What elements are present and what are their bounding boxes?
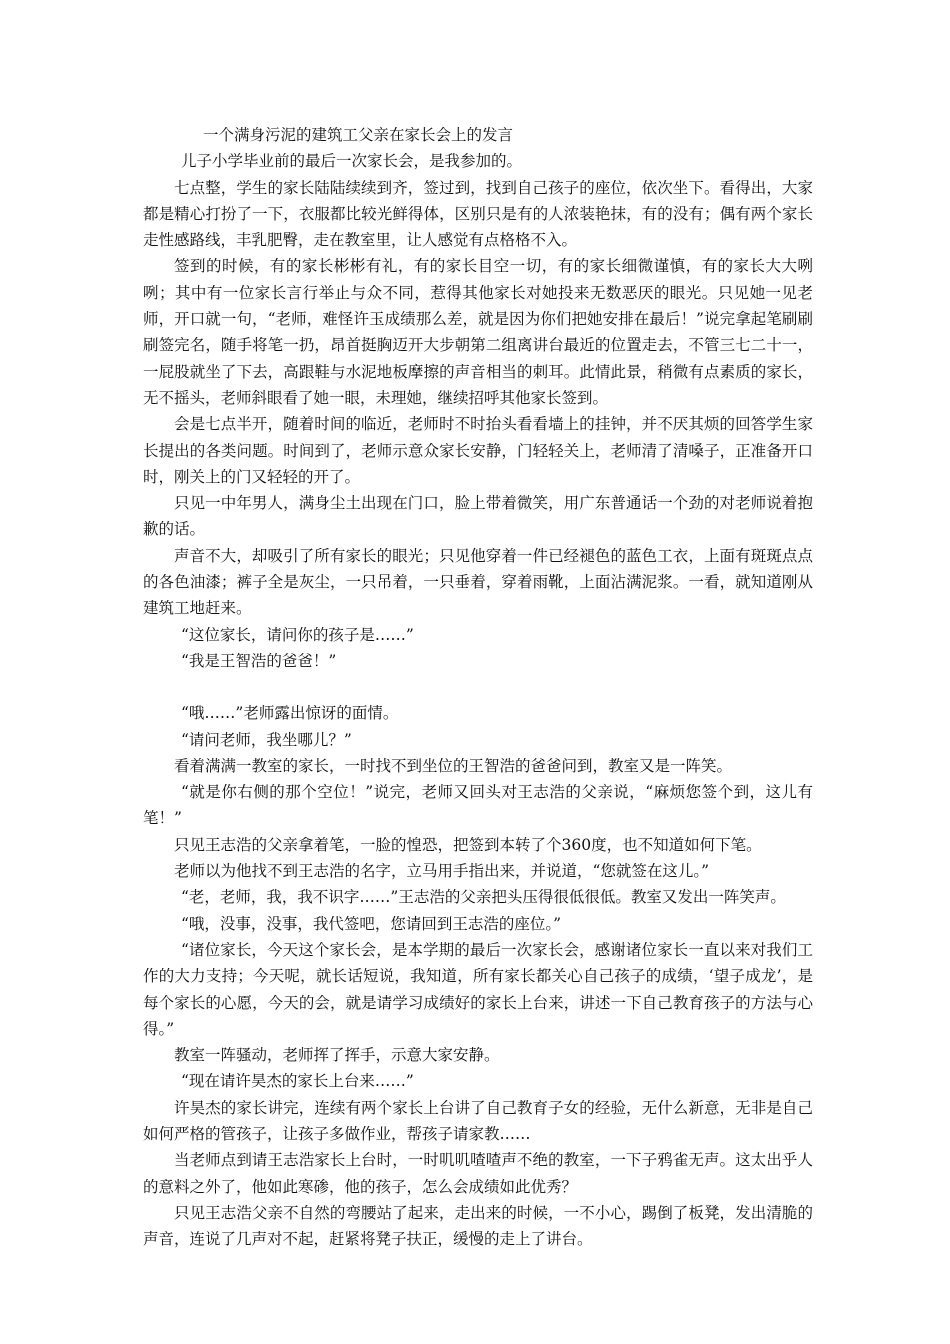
paragraph: 儿子小学毕业前的最后一次家长会，是我参加的。 (181, 152, 523, 171)
paragraph: 签到的时候，有的家长彬彬有礼，有的家长目空一切，有的家长细微谨慎，有的家长大大咧咧；其中有一位家长言行举止与众不同，惹得其他家长对她投来无数恶厌的眼光。只见她一见老师，开口就一句，“老师，难怪许玉成绩那么差，就是因为你们把她安排在最后！”说完拿起笔刷刷刷签完名，随手将笔一扔，昂首挺胸迈开大步朝第二组离讲台最近的位置走去，不管三七二十一，一屁股就坐了下去，高跟鞋与水泥地板摩擦的声音相当的刺耳。此情此景，稍微有点素质的家长，无不摇头，老师斜眼看了她一眼，未理她，继续招呼其他家长签到。 (143, 257, 813, 407)
document-body (143, 122, 813, 1252)
paragraph: “诸位家长，今天这个家长会，是本学期的最后一次家长会，感谢诸位家长一直以来对我们工作的大力支持；今天呢，就长话短说，我知道，所有家长都关心自己孩子的成绩，‘望子成龙’，是每个家长的心愿，今天的会，就是请学习成绩好的家长上台来，讲述一下自己教育孩子的方法与心得。” (143, 940, 813, 1038)
paragraph: “就是你右侧的那个空位！”说完，老师又回头对王志浩的父亲说，“麻烦您签个到，这儿有笔！” (143, 783, 813, 828)
paragraph: “现在请许昊杰的家长上台来……” (181, 1072, 414, 1091)
paragraph: “哦，没事，没事，我代签吧，您请回到王志浩的座位。” (181, 914, 562, 933)
paragraph: 会是七点半开，随着时间的临近，老师时不时抬头看看墙上的挂钟，并不厌其烦的回答学生家长提出的各类问题。时间到了，老师示意众家长安静，门轻轻关上，老师清了清嗓子，正准备开口时，刚关上的门又轻轻的开了。 (143, 415, 813, 486)
blank-line (143, 674, 813, 700)
paragraph: 当老师点到请王志浩家长上台时，一时叽叽喳喳声不绝的教室，一下子鸦雀无声。这太出乎人的意料之外了，他如此寒碜，他的孩子，怎么会成绩如此优秀？ (143, 1151, 813, 1196)
paragraph: 许昊杰的家长讲完，连续有两个家长上台讲了自己教育子女的经验，无什么新意，无非是自己如何严格的管孩子，让孩子多做作业，帮孩子请家教…… (143, 1098, 813, 1143)
paragraph: 看着满满一教室的家长，一时找不到坐位的王智浩的爸爸问到，教室又是一阵笑。 (174, 756, 733, 775)
paragraph: 只见一中年男人，满身尘土出现在门口，脸上带着微笑，用广东普通话一个劲的对老师说着抱歉的话。 (143, 494, 813, 539)
paragraph: “我是王智浩的爸爸！” (181, 651, 337, 670)
paragraph: “哦……”老师露出惊讶的面情。 (181, 704, 399, 723)
paragraph: 教室一阵骚动，老师挥了挥手，示意大家安静。 (174, 1046, 500, 1065)
paragraph: “老，老师，我，我不识字……”王志浩的父亲把头压得很低很低。教室又发出一阵笑声。 (181, 888, 786, 907)
paragraph: 只见王志浩父亲不自然的弯腰站了起来，走出来的时候，一不小心，踢倒了板凳，发出清脆的声音，连说了几声对不起，赶紧将凳子扶正，缓慢的走上了讲台。 (143, 1203, 813, 1249)
document-title: 一个满身污泥的建筑工父亲在家长会上的发言 (203, 126, 514, 144)
paragraph: 声音不大，却吸引了所有家长的眼光；只见他穿着一件已经褪色的蓝色工衣，上面有斑斑点点的各色油漆；裤子全是灰尘，一只吊着，一只垂着，穿着雨靴，上面沾满泥浆。一看，就知道刚从建筑工地赶来。 (143, 546, 813, 618)
paragraph: 只见王志浩的父亲拿着笔，一脸的惶恐，把签到本转了个360度，也不知道如何下笔。 (174, 835, 762, 854)
paragraph: “请问老师，我坐哪儿？” (181, 730, 352, 749)
paragraph: 七点整，学生的家长陆陆续续到齐，签过到，找到自己孩子的座位，依次坐下。看得出，大家都是精心打扮了一下，衣服都比较光鲜得体，区别只是有的人浓装艳抹，有的没有；偶有两个家长走性感路线，丰乳肥臀，走在教室里，让人感觉有点格格不入。 (143, 178, 813, 250)
paragraph: “这位家长，请问你的孩子是……” (181, 625, 414, 644)
paragraph: 老师以为他找不到王志浩的名字，立马用手指出来，并说道，“您就签在这儿。” (174, 862, 710, 881)
